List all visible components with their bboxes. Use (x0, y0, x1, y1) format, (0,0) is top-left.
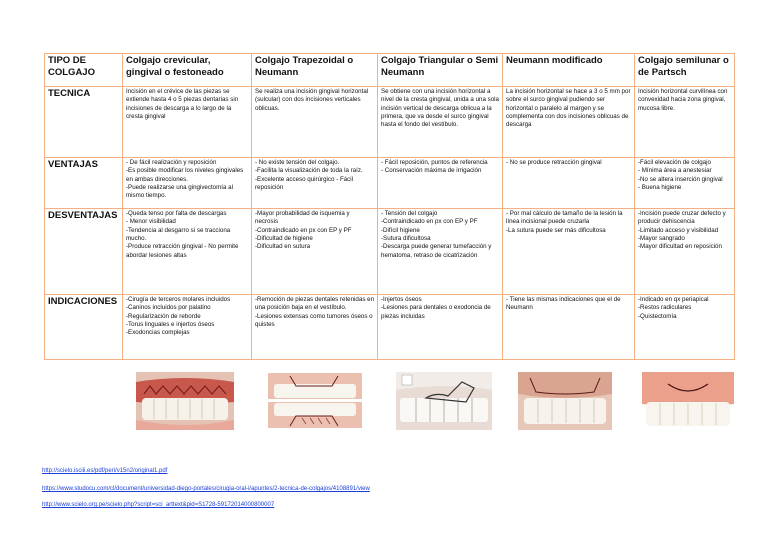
cell-line: -Remoción de piezas dentales retenidas en una posición baja en el vestíbulo. (255, 296, 375, 312)
cell-line: Incisión en el crévice de las piezas se extiende hasta 4 o 5 piezas dentarias sin incisiones de descarga a lo largo de la cresta gingival (126, 88, 239, 121)
cell-line: Se realiza una incisión gingival horizontal (sulcular) con dos incisiones verticales oblicuas. (255, 88, 369, 112)
cell-line: -Descarga puede generar tumefacción y hematoma, retraso de cicatrización (381, 243, 492, 259)
cell (503, 295, 635, 360)
cell-line: -Puede realizarse una gingivectomía al mismo tiempo. (126, 184, 233, 200)
row-label: DESVENTAJAS (45, 209, 123, 295)
cell-line: -Lesiones extensas como tumores óseos o quistes (255, 312, 373, 329)
header-semilunar: Colgajo semilunar o de Partsch (635, 54, 735, 87)
cell-line: - No existe tensión del colgajo. (255, 159, 340, 166)
cell (123, 87, 252, 158)
neumann-modified-flap-illustration (518, 372, 612, 430)
cell (378, 87, 503, 158)
crevicular-flap-illustration (136, 372, 234, 430)
cell (252, 158, 378, 209)
cell-line: -Difícil higiene (381, 226, 420, 234)
cell-line: -Contraindicado en px con EP y PF (255, 226, 352, 234)
cell-line: -Es posible modificar los niveles gingivales en ambas direcciones. (126, 167, 244, 183)
cell-line: -Produce retracción gingival - No permite abordar lesiones altas (126, 243, 239, 259)
cell-line: -Contraindicado en px con EP y PF (381, 218, 478, 226)
cell-line: - De fácil realización y reposición (126, 159, 217, 166)
cell-line: La incisión horizontal se hace a 3 o 5 mm por sobre el surco gingival pudiendo ser horizontal o paralelo al margen y se complementa con dos incisiones oblicuas de descarga (506, 88, 631, 129)
cell-line: -Excelente acceso quirúrgico - Fácil reposición (255, 175, 354, 192)
header-row (45, 54, 735, 87)
cell-line: - Tiene las mismas indicaciones que el de Neumann (506, 296, 621, 312)
cell-line: -Cirugía de terceros molares incluidos (126, 296, 231, 303)
row-ventajas (45, 158, 735, 209)
cell (378, 158, 503, 209)
cell-line: -Mayor sangrado (638, 235, 685, 243)
cell-line: -Torus linguales e injertos óseos (126, 321, 215, 329)
cell-line: - Mínima área a anestesiar (638, 167, 712, 175)
cell-line: -Lesiones para dentales o exodoncia de piezas incluidas (381, 304, 491, 320)
row-label: VENTAJAS (45, 158, 123, 209)
cell-line: -Queda tenso por falta de descargas (126, 210, 227, 217)
cell (503, 209, 635, 295)
cell (378, 209, 503, 295)
cell-line: - Menor visibilidad (126, 218, 176, 226)
semilunar-flap-illustration (640, 372, 736, 430)
cell-line: -Sutura dificultosa (381, 235, 431, 243)
cell-line: -Exodoncias complejas (126, 329, 190, 337)
cell-line: -Incisión puede cruzar defecto y producir dehiscencia (638, 210, 726, 226)
cell (252, 87, 378, 158)
cell (252, 209, 378, 295)
cell (123, 158, 252, 209)
cell-line: - Conservación máxima de irrigación (381, 167, 482, 175)
header-trapezoidal: Colgajo Trapezoidal o Neumann (252, 54, 378, 87)
cell-line: -Facilita la visualización de toda la raíz. (255, 167, 363, 175)
cell-line: -La sutura puede ser más dificultosa (506, 226, 606, 234)
cell (123, 295, 252, 360)
cell (503, 87, 635, 158)
row-desventajas (45, 209, 735, 295)
row-label: INDICACIONES (45, 295, 123, 360)
cell (635, 295, 735, 360)
cell-line: -Caninos incluidos por palatino (126, 304, 211, 312)
header-neumann-modificado: Neumann modificado (503, 54, 635, 87)
cell-line: -Injertos óseos (381, 296, 422, 303)
cell-line: - Por mal cálculo de tamaño de la lesión la línea incisional puede cruzarla (506, 210, 623, 226)
row-tecnica (45, 87, 735, 158)
header-crevicular: Colgajo crevicular, gingival o festoneado (123, 54, 252, 87)
triangular-flap-illustration (396, 372, 492, 430)
cell-line: -Restos radiculares (638, 304, 692, 312)
cell-line: - Buena higiene (638, 184, 682, 192)
cell-line: -Dificultad de higiene (255, 235, 313, 243)
reference-link-2[interactable]: https://www.studocu.com/cl/document/universidad-diego-portales/cirugia-oral-i/apuntes/2-tecnica-de-colgajos/4108891/view (42, 486, 370, 492)
row-indicaciones (45, 295, 735, 360)
cell (123, 209, 252, 295)
cell-line: -Mayor dificultad en reposición (638, 243, 722, 251)
cell-line: -Mayor probabilidad de isquemia y necrosis (255, 210, 350, 226)
cell (252, 295, 378, 360)
cell (378, 295, 503, 360)
header-triangular: Colgajo Triangular o Semi Neumann (378, 54, 503, 87)
cell (635, 87, 735, 158)
reference-link-1[interactable]: http://scielo.isciii.es/pdf/peri/v15n2/original1.pdf (42, 468, 168, 474)
cell-line: -Quistectomía (638, 312, 677, 320)
cell (635, 209, 735, 295)
cell-line: Incisión horizontal curvilínea con convexidad hacia zona gingival, mucosa libre. (638, 88, 728, 112)
cell-line: -Limitado acceso y visibilidad (638, 226, 719, 234)
cell-line: - Tensión del colgajo (381, 210, 438, 217)
cell-line: -Dificultad en sutura (255, 243, 311, 251)
cell-line: -Indicado en qx periapical (638, 296, 709, 303)
row-label: TECNICA (45, 87, 123, 158)
cell-line: Se obtiene con una incisión horizontal a nivel de la cresta gingival, unida a una sola incisión vertical de descarga oblicua a la primera, que va desde el surco gingival hasta el fondo del vestíbulo. (381, 88, 499, 129)
cell-line: -Fácil elevación de colgajo (638, 159, 711, 166)
reference-link-3[interactable]: http://www.scielo.org.pe/scielo.php?script=sci_arttext&pid=S1728-59172014000800007 (42, 502, 275, 508)
cell-line: - Fácil reposición, puntos de referencia (381, 159, 488, 166)
cell-line: - No se produce retracción gingival (506, 159, 602, 166)
cell (635, 158, 735, 209)
flap-illustrations (0, 372, 768, 432)
trapezoidal-flap-illustration (266, 372, 364, 430)
cell-line: -No se altera inserción gingival (638, 175, 723, 183)
cell (503, 158, 635, 209)
cell-line: -Regularización de reborde (126, 312, 201, 320)
header-tipo: TIPO DE COLGAJO (45, 54, 123, 87)
flap-types-table (44, 53, 735, 360)
cell-line: -Tendencia al desgarro si se tracciona mucho. (126, 226, 231, 243)
